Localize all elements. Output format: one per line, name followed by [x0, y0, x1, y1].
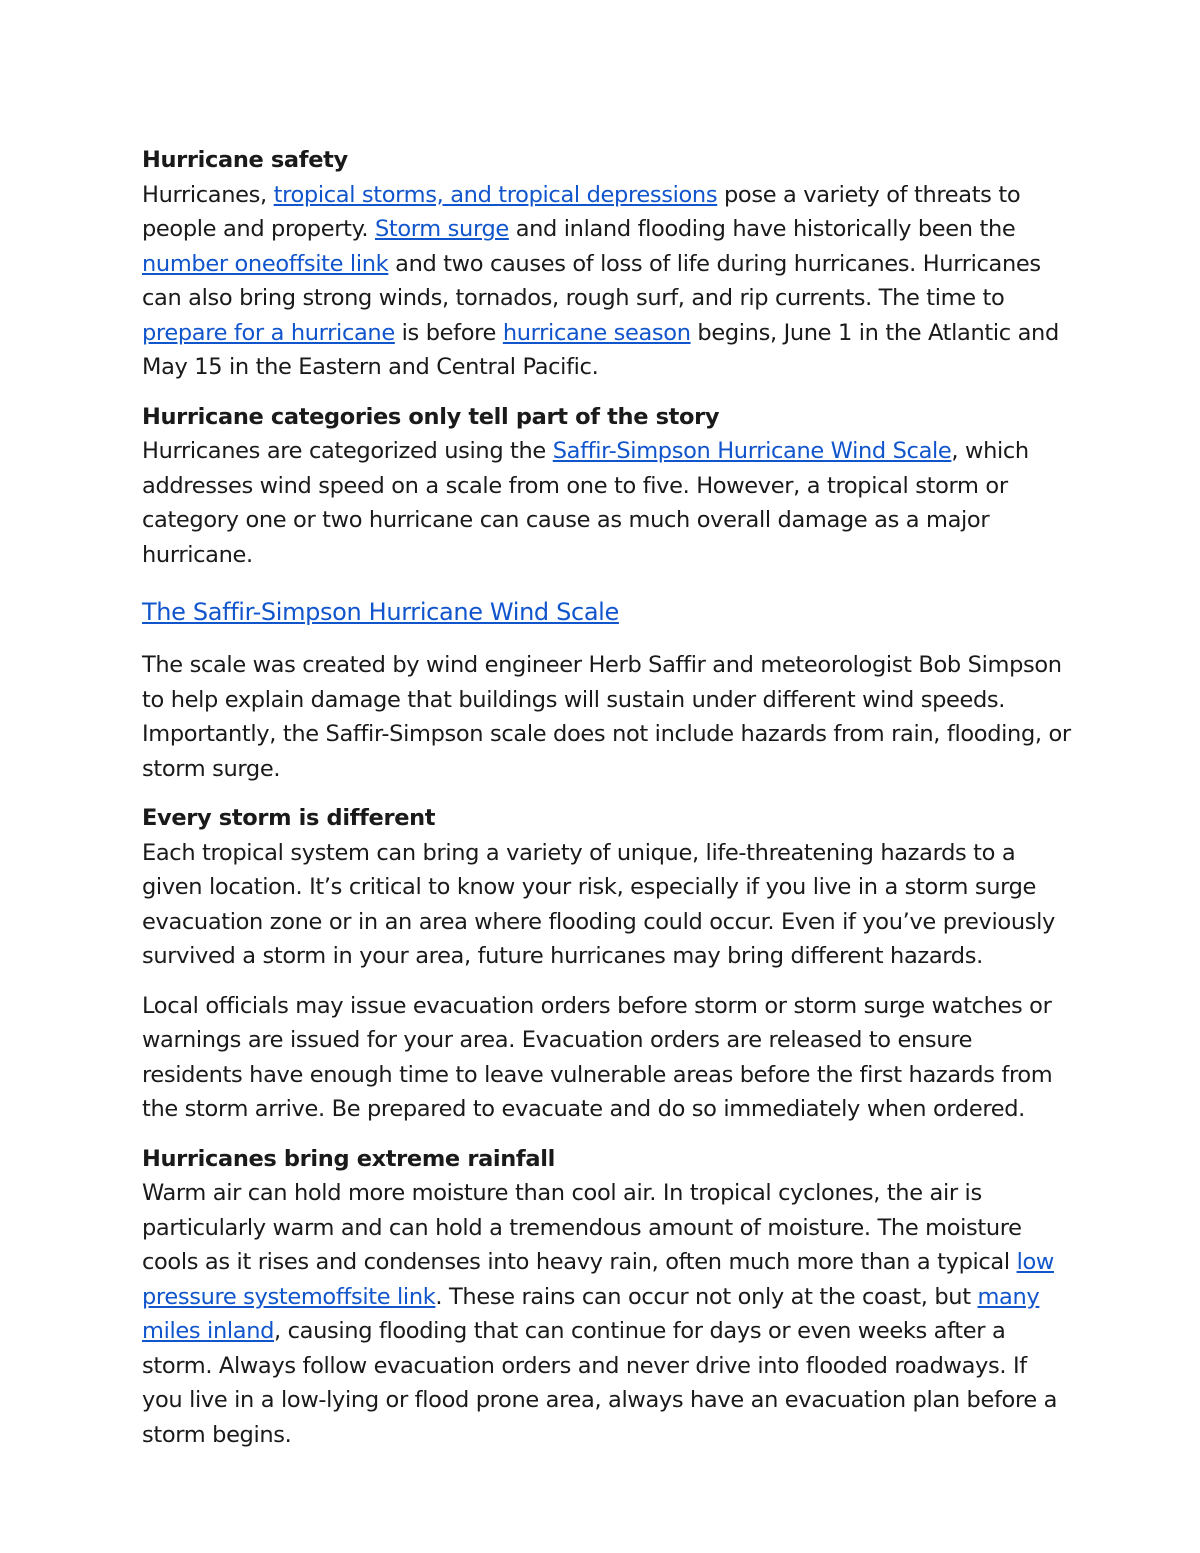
- text-run: and two causes of loss of life during hurricanes. Hurricanes can also bring strong winds, tornados, rough surf, and rip currents. The time to: [142, 250, 1041, 311]
- link-hurricane-season[interactable]: hurricane season: [502, 319, 691, 346]
- saffir-simpson-title-block: [142, 594, 1072, 630]
- paragraph-extreme-rainfall: [142, 1176, 1072, 1452]
- text-run: , which addresses wind speed on a scale from one to five. However, a tropical storm or category one or two hurricane can cause as much overall damage as a major hurricane.: [142, 438, 1029, 568]
- text-run: and inland flooding have historically been the: [508, 216, 1016, 242]
- text-run: is before: [394, 319, 503, 346]
- section-extreme-rainfall: [142, 1142, 1072, 1453]
- link-many-miles-inland[interactable]: many miles inland: [142, 1283, 1040, 1344]
- text-run: begins, June 1 in the Atlantic and May 15 in the Eastern and Central Pacific.: [142, 319, 1059, 380]
- text-run: , causing flooding that can continue for days or even weeks after a storm. Always follow evacuation orders and never drive into flooded roadways. If you live in a low-lying or flood prone area, always have an evacuation plan before a storm begins.: [142, 1318, 1058, 1448]
- heading-extreme-rainfall: Hurricanes bring extreme rainfall: [142, 1145, 555, 1172]
- paragraph-scale-description: The scale was created by wind engineer Herb Saffir and meteorologist Bob Simpson to help explain damage that buildings will sustain under different wind speeds. Importantly, the Saffir-Simpson scale does not include hazards from rain, flooding, or storm surge.: [142, 652, 1071, 782]
- text-run: Warm air can hold more moisture than cool air. In tropical cyclones, the air is particularly warm and can hold a tremendous amount of moisture. The moisture cools as it rises and condenses into heavy rain, often much more than a typical: [142, 1180, 1022, 1275]
- link-tropical-storms[interactable]: tropical storms, and tropical depressions: [273, 181, 718, 208]
- paragraph-evacuation-orders: Local officials may issue evacuation orders before storm or storm surge watches or warnings are issued for your area. Evacuation orders are released to ensure residents have enough time to leave vulnerable areas before the first hazards from the storm arrive. Be prepared to evacuate and do so immediately when ordered.: [142, 992, 1053, 1122]
- link-prepare-for-hurricane[interactable]: prepare for a hurricane: [142, 319, 395, 346]
- text-run: Hurricanes,: [142, 181, 274, 208]
- paragraph-storm-hazards: Each tropical system can bring a variety of unique, life-threatening hazards to a given location. It’s critical to know your risk, especially if you live in a storm surge evacuation zone or in an area where flooding could occur. Even if you’ve previously survived a storm in your area, future hurricanes may bring different hazards.: [142, 839, 1055, 969]
- section-hurricane-categories: [142, 400, 1072, 573]
- link-number-one[interactable]: number oneoffsite link: [142, 250, 389, 277]
- link-low-pressure-system[interactable]: low pressure systemoffsite link: [142, 1249, 1054, 1310]
- heading-every-storm-different: Every storm is different: [142, 805, 436, 831]
- link-saffir-simpson-title[interactable]: The Saffir-Simpson Hurricane Wind Scale: [142, 598, 619, 626]
- paragraph-hurricane-safety: [142, 178, 1072, 385]
- text-run: . These rains can occur not only at the coast, but: [435, 1283, 978, 1310]
- section-hurricane-safety: [142, 143, 1072, 385]
- text-run: pose a variety of threats to people and property.: [142, 181, 1021, 242]
- document-page: [142, 143, 1072, 1467]
- link-storm-surge[interactable]: Storm surge: [374, 216, 509, 242]
- section-every-storm-different: [142, 801, 1072, 1127]
- heading-hurricane-safety: Hurricane safety: [142, 147, 348, 173]
- text-run: Hurricanes are categorized using the: [142, 438, 553, 464]
- paragraph-hurricane-categories: [142, 434, 1072, 572]
- link-saffir-simpson-scale[interactable]: Saffir-Simpson Hurricane Wind Scale: [552, 438, 952, 464]
- heading-hurricane-categories: Hurricane categories only tell part of the story: [142, 403, 720, 430]
